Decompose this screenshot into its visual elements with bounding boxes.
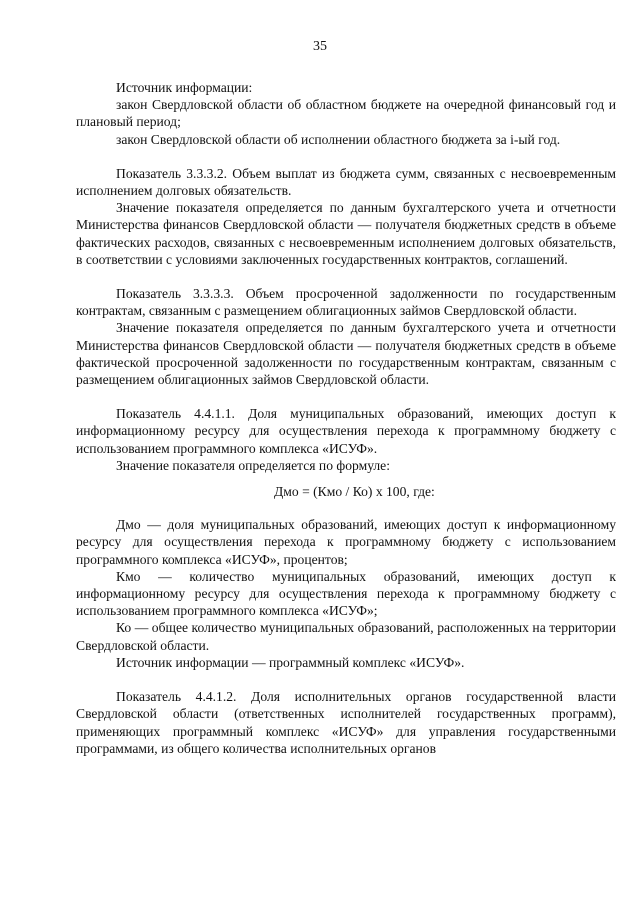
document-body (76, 79, 616, 757)
paragraph-source-heading: Источник информации: (116, 80, 253, 95)
paragraph-indicator-4-4-1-2: Показатель 4.4.1.2. Доля исполнительных органов государственной власти Свердловской области (ответственных исполнителей государственных программ), применяющих программный комплекс «ИСУФ» для управления государственными программами, из общего количества исполнительных органов (76, 689, 616, 756)
paragraph-definition-dmo: Дмо — доля муниципальных образований, имеющих доступ к информационному ресурсу для осуществления перехода к программному бюджету с использованием программного комплекса «ИСУФ», процентов; (76, 517, 616, 567)
paragraph-indicator-3-3-3-2-value: Значение показателя определяется по данным бухгалтерского учета и отчетности Министерства финансов Свердловской области — получателя бюджетных средств в объеме фактических расходов, связанных с несвоевременным исполнением долговых обязательств, в соответствии с условиями заключенных государственных контрактов, соглашений. (76, 200, 616, 267)
paragraph-definition-ko: Ко — общее количество муниципальных образований, расположенных на территории Свердловской области. (76, 620, 616, 653)
paragraph-indicator-3-3-3-3-value: Значение показателя определяется по данным бухгалтерского учета и отчетности Министерства финансов Свердловской области — получателя бюджетных средств в объеме фактической просроченной задолженности по государственным контрактам, связанным с размещением облигационных займов Свердловской области. (76, 320, 616, 388)
paragraph-indicator-4-4-1-1: Показатель 4.4.1.1. Доля муниципальных образований, имеющих доступ к информационному ресурсу для осуществления перехода к программному бюджету с использованием программного комплекса «ИСУФ». (76, 406, 616, 456)
page-number: 35 (313, 39, 327, 54)
paragraph-source-law-budget: закон Свердловской области об областном бюджете на очередной финансовый год и плановый период; (76, 97, 616, 130)
formula: Дмо = (Кмо / Ко) х 100, где: (274, 484, 435, 500)
paragraph-source-law-execution: закон Свердловской области об исполнении областного бюджета за i-ый год. (116, 131, 561, 147)
paragraph-definition-kmo: Кмо — количество муниципальных образований, имеющих доступ к информационному ресурсу для осуществления перехода к программному бюджету с использованием программного комплекса «ИСУФ»; (76, 568, 616, 619)
paragraph-indicator-3-3-3-3: Показатель 3.3.3.3. Объем просроченной задолженности по государственным контрактам, связанным с размещением облигационных займов Свердловской области. (76, 286, 616, 319)
paragraph-formula-intro: Значение показателя определяется по формуле: (116, 457, 390, 473)
paragraph-indicator-3-3-3-2: Показатель 3.3.3.2. Объем выплат из бюджета сумм, связанных с несвоевременным исполнением долговых обязательств. (76, 165, 616, 199)
paragraph-source-isuf: Источник информации — программный комплекс «ИСУФ». (116, 654, 465, 670)
